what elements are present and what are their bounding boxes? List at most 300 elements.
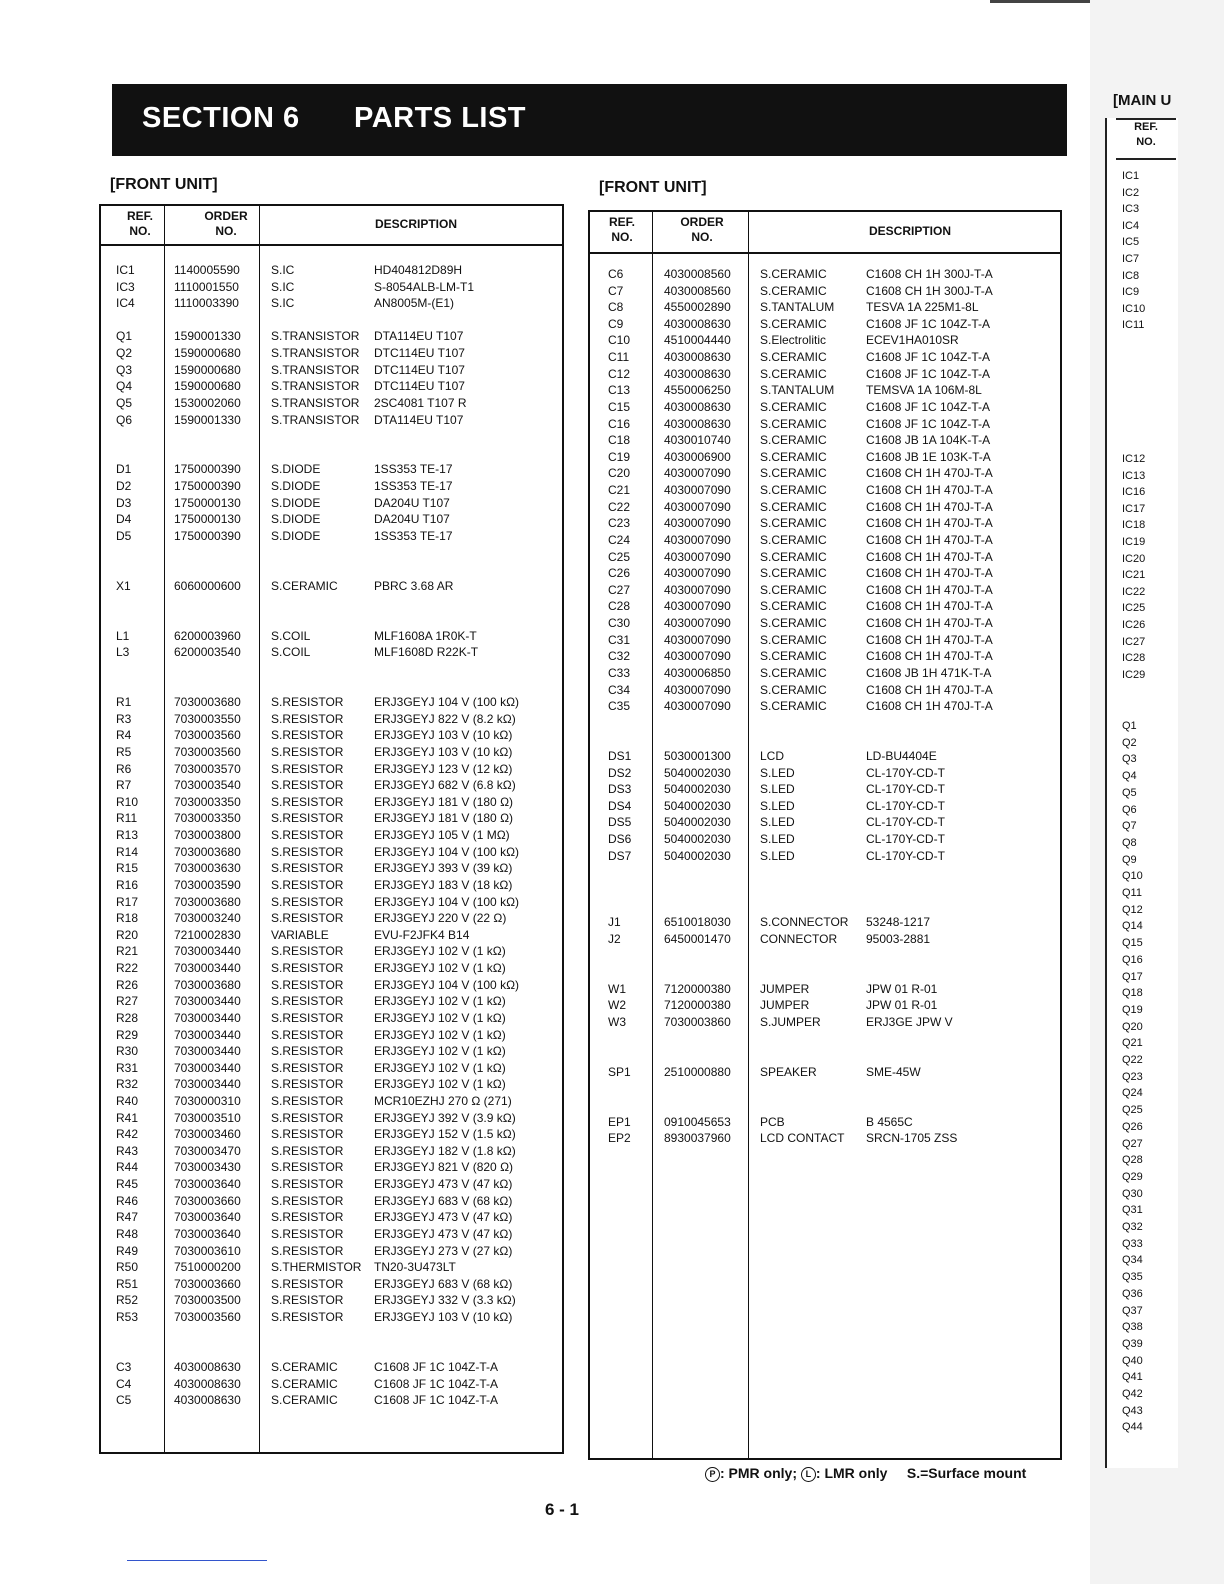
- ref-no-cell: Q1: [116, 329, 133, 344]
- adjacent-ref-item: IC2: [1122, 186, 1140, 199]
- part-number-cell: 1SS353 TE-17: [374, 528, 453, 543]
- part-number-cell: JPW 01 R-01: [866, 981, 938, 996]
- part-number-cell: C1608 JF 1C 104Z-T-A: [866, 350, 991, 365]
- ref-no-cell: C24: [608, 532, 631, 547]
- part-number-cell: 1SS353 TE-17: [374, 479, 453, 494]
- ref-no-cell: Q4: [116, 379, 133, 394]
- adjacent-ref-item: Q1: [1122, 720, 1137, 732]
- part-number-cell: C1608 CH 1H 470J-T-A: [866, 566, 993, 581]
- part-type-cell: S.CERAMIC: [760, 433, 827, 448]
- ref-no-cell: L1: [116, 628, 130, 643]
- order-no-cell: 1590001330: [174, 412, 241, 427]
- ref-no-cell: R51: [116, 1276, 139, 1291]
- part-type-cell: S.RESISTOR: [271, 778, 344, 793]
- part-number-cell: C1608 CH 1H 470J-T-A: [866, 649, 993, 664]
- adjacent-ref-item: IC17: [1122, 502, 1146, 515]
- adjacent-ref-item: Q23: [1122, 1070, 1143, 1083]
- ref-no-cell: C9: [608, 316, 624, 331]
- order-no-cell: 7030003660: [174, 1193, 241, 1208]
- part-type-cell: S.CERAMIC: [271, 1359, 338, 1374]
- adjacent-ref-item: IC9: [1122, 286, 1140, 299]
- adjacent-ref-item: Q21: [1122, 1037, 1143, 1050]
- part-type-cell: S.RESISTOR: [271, 1044, 344, 1059]
- ref-no-cell: R11: [116, 811, 138, 826]
- adjacent-ref-item: Q20: [1122, 1020, 1143, 1033]
- ref-no-cell: C35: [608, 699, 631, 714]
- part-number-cell: C1608 CH 1H 470J-T-A: [866, 616, 993, 631]
- part-number-cell: SRCN-1705 ZSS: [866, 1131, 958, 1146]
- ref-no-cell: C16: [608, 416, 631, 431]
- adjacent-ref-item: Q22: [1122, 1054, 1143, 1066]
- part-type-cell: JUMPER: [760, 981, 810, 996]
- part-number-cell: C1608 CH 1H 300J-T-A: [866, 283, 993, 298]
- part-type-cell: S.RESISTOR: [271, 1143, 344, 1158]
- ref-no-cell: W3: [608, 1014, 626, 1029]
- part-number-cell: 2SC4081 T107 R: [374, 395, 467, 410]
- part-type-cell: S.TRANSISTOR: [271, 329, 360, 344]
- adjacent-ref-item: Q28: [1122, 1154, 1143, 1167]
- part-type-cell: S.CERAMIC: [760, 316, 827, 331]
- lmr-symbol: L: [801, 1467, 816, 1482]
- ref-no-cell: Q3: [116, 362, 133, 377]
- part-type-cell: S.TRANSISTOR: [271, 362, 360, 377]
- order-no-cell: 7030003240: [174, 911, 241, 926]
- part-type-cell: S.LED: [760, 848, 795, 863]
- adjacent-ref-item: Q8: [1122, 836, 1137, 849]
- part-type-cell: S.TANTALUM: [760, 300, 835, 315]
- ref-no-cell: R52: [116, 1293, 139, 1308]
- ref-no-cell: C23: [608, 516, 631, 531]
- part-number-cell: C1608 CH 1H 470J-T-A: [866, 549, 993, 564]
- adjacent-ref-item: Q2: [1122, 736, 1137, 749]
- ref-no-cell: C20: [608, 466, 631, 481]
- part-type-cell: S.TRANSISTOR: [271, 395, 360, 410]
- legend: [705, 1465, 1026, 1482]
- part-number-cell: ERJ3GEYJ 822 V (8.2 kΩ): [374, 711, 516, 726]
- order-no-cell: 4030006900: [664, 449, 731, 464]
- ref-no-cell: R50: [116, 1260, 139, 1275]
- part-type-cell: S.CERAMIC: [760, 483, 827, 498]
- order-no-cell: 7030003510: [174, 1110, 241, 1125]
- part-number-cell: ERJ3GEYJ 103 V (10 kΩ): [374, 728, 513, 743]
- ref-no-cell: D5: [116, 528, 132, 543]
- adjacent-ref-item: IC8: [1122, 269, 1140, 282]
- adjacent-ref-item: Q34: [1122, 1254, 1143, 1267]
- order-no-cell: 4030008630: [174, 1376, 241, 1391]
- order-no-cell: 7030003800: [174, 828, 241, 843]
- part-type-cell: S.RESISTOR: [271, 877, 344, 892]
- order-no-cell: 7120000380: [664, 998, 731, 1013]
- order-no-cell: 7030003440: [174, 1010, 241, 1025]
- order-no-cell: 5040002030: [664, 832, 731, 847]
- part-number-cell: ERJ3GEYJ 821 V (820 Ω): [374, 1160, 514, 1175]
- order-no-cell: 1750000130: [174, 512, 241, 527]
- part-type-cell: S.TRANSISTOR: [271, 412, 360, 427]
- part-type-cell: S.CERAMIC: [760, 466, 827, 481]
- adjacent-ref-header: REF. NO.: [1116, 118, 1176, 160]
- part-type-cell: S.TRANSISTOR: [271, 379, 360, 394]
- part-number-cell: ERJ3GEYJ 104 V (100 kΩ): [374, 894, 520, 909]
- part-type-cell: S.RESISTOR: [271, 1027, 344, 1042]
- ref-no-cell: R10: [116, 794, 139, 809]
- order-no-cell: 7030003470: [174, 1143, 241, 1158]
- order-no-cell: 7030003680: [174, 977, 241, 992]
- order-no-cell: 4030007090: [664, 549, 731, 564]
- order-no-cell: 4030007090: [664, 566, 731, 581]
- part-type-cell: S.RESISTOR: [271, 744, 344, 759]
- part-number-cell: MLF1608D R22K-T: [374, 645, 479, 660]
- adjacent-ref-item: Q43: [1122, 1404, 1143, 1417]
- part-number-cell: C1608 CH 1H 470J-T-A: [866, 532, 993, 547]
- ref-no-cell: C8: [608, 300, 624, 315]
- part-number-cell: ERJ3GEYJ 682 V (6.8 kΩ): [374, 778, 516, 793]
- adjacent-ref-item: Q39: [1122, 1337, 1143, 1350]
- part-type-cell: S.Electrolitic: [760, 333, 827, 348]
- ref-no-cell: C12: [608, 366, 631, 381]
- ref-no-cell: R15: [116, 861, 139, 876]
- order-no-cell: 1590000680: [174, 362, 241, 377]
- ref-no-cell: C26: [608, 566, 631, 581]
- order-no-cell: 4030008560: [664, 267, 731, 281]
- part-number-cell: ERJ3GEYJ 102 V (1 kΩ): [374, 1044, 506, 1059]
- part-type-cell: S.DIODE: [271, 495, 321, 510]
- adjacent-ref-item: Q14: [1122, 920, 1143, 933]
- part-number-cell: 95003-2881: [866, 931, 931, 946]
- ref-no-cell: DS1: [608, 748, 632, 763]
- order-no-cell: 7030003590: [174, 877, 241, 892]
- order-no-cell: 7030003440: [174, 994, 241, 1009]
- adjacent-ref-item: IC21: [1122, 569, 1146, 582]
- part-number-cell: HD404812D89H: [374, 263, 463, 277]
- order-no-cell: 7120000380: [664, 981, 731, 996]
- adjacent-ref-item: Q35: [1122, 1271, 1143, 1284]
- order-no-cell: 4030006850: [664, 665, 731, 680]
- order-no-cell: 5030001300: [664, 748, 731, 763]
- part-number-cell: ERJ3GEYJ 102 V (1 kΩ): [374, 1027, 506, 1042]
- section-header: [112, 84, 1067, 156]
- part-type-cell: CONNECTOR: [760, 931, 838, 946]
- part-type-cell: S.COIL: [271, 645, 311, 660]
- ref-no-cell: C27: [608, 582, 631, 597]
- order-no-cell: 1590001330: [174, 329, 241, 344]
- part-number-cell: C1608 CH 1H 470J-T-A: [866, 699, 993, 714]
- part-number-cell: ERJ3GEYJ 273 V (27 kΩ): [374, 1243, 513, 1258]
- part-number-cell: ERJ3GEYJ 102 V (1 kΩ): [374, 1077, 506, 1092]
- order-no-cell: 7030003640: [174, 1210, 241, 1225]
- part-type-cell: S.RESISTOR: [271, 961, 344, 976]
- order-no-cell: 1750000390: [174, 479, 241, 494]
- adjacent-ref-item: IC3: [1122, 203, 1140, 216]
- part-number-cell: C1608 JF 1C 104Z-T-A: [866, 366, 991, 381]
- ref-no-cell: DS2: [608, 765, 632, 780]
- ref-no-cell: L3: [116, 645, 130, 660]
- ref-no-cell: C28: [608, 599, 631, 614]
- ref-no-cell: R31: [116, 1060, 139, 1075]
- part-type-cell: S.RESISTOR: [271, 894, 344, 909]
- description-header: DESCRIPTION: [868, 224, 951, 238]
- part-number-cell: CL-170Y-CD-T: [866, 815, 945, 830]
- order-no-cell: 7030003640: [174, 1226, 241, 1241]
- ref-no-cell: C10: [608, 333, 631, 348]
- part-number-cell: JPW 01 R-01: [866, 998, 938, 1013]
- part-type-cell: S.LED: [760, 798, 795, 813]
- adjacent-ref-item: Q7: [1122, 820, 1137, 833]
- order-no-cell: 4550002890: [664, 300, 731, 315]
- ref-no-cell: Q5: [116, 395, 133, 410]
- part-number-cell: ERJ3GEYJ 392 V (3.9 kΩ): [374, 1110, 516, 1125]
- part-type-cell: S.JUMPER: [760, 1014, 821, 1029]
- order-no-cell: 4030008630: [664, 316, 731, 331]
- part-type-cell: S.CERAMIC: [760, 499, 827, 514]
- order-no-cell: 2510000880: [664, 1064, 731, 1079]
- part-number-cell: ERJ3GEYJ 103 V (10 kΩ): [374, 744, 513, 759]
- adjacent-ref-item: Q10: [1122, 870, 1143, 883]
- part-type-cell: S.RESISTOR: [271, 1177, 344, 1192]
- order-no-cell: 7030000310: [174, 1094, 241, 1108]
- ref-no-cell: C6: [608, 267, 624, 281]
- scan-edge-mark: [990, 0, 1090, 3]
- order-no-cell: 5040002030: [664, 798, 731, 813]
- part-type-cell: LCD: [760, 748, 785, 763]
- part-type-cell: S.RESISTOR: [271, 1094, 344, 1108]
- part-type-cell: S.DIODE: [271, 462, 321, 477]
- part-number-cell: CL-170Y-CD-T: [866, 798, 945, 813]
- part-number-cell: ERJ3GEYJ 332 V (3.3 kΩ): [374, 1293, 516, 1308]
- order-no-cell: 4030007090: [664, 682, 731, 697]
- ref-no-cell: D1: [116, 462, 132, 477]
- order-no-cell: 4030008630: [664, 366, 731, 381]
- ref-no-cell: R20: [116, 927, 139, 942]
- ref-no-cell: Q6: [116, 412, 133, 427]
- scan-artifact-line: [127, 1560, 267, 1561]
- adjacent-ref-item: IC11: [1122, 319, 1145, 332]
- part-number-cell: ERJ3GEYJ 104 V (100 kΩ): [374, 977, 520, 992]
- page-number: 6 - 1: [545, 1500, 580, 1519]
- adjacent-ref-item: Q42: [1122, 1388, 1143, 1400]
- adjacent-ref-item: Q5: [1122, 786, 1137, 799]
- ref-no-cell: R5: [116, 744, 132, 759]
- order-no-cell: 1750000390: [174, 528, 241, 543]
- order-no-cell: 7030003560: [174, 744, 241, 759]
- order-no-cell: 7030003860: [664, 1014, 731, 1029]
- part-number-cell: ERJ3GEYJ 102 V (1 kΩ): [374, 944, 506, 959]
- part-type-cell: S.CERAMIC: [760, 416, 827, 431]
- order-no-cell: 4510004440: [664, 333, 731, 348]
- part-type-cell: S.TANTALUM: [760, 383, 835, 398]
- part-type-cell: S.IC: [271, 279, 295, 294]
- order-no-cell: 4030007090: [664, 466, 731, 481]
- order-no-cell: 4030007090: [664, 632, 731, 647]
- right-parts-table: [588, 210, 1062, 1460]
- ref-no-cell: C32: [608, 649, 631, 664]
- adjacent-ref-item: Q25: [1122, 1104, 1143, 1117]
- part-type-cell: S.CERAMIC: [760, 665, 827, 680]
- part-number-cell: ERJ3GEYJ 104 V (100 kΩ): [374, 844, 520, 859]
- ref-no-cell: R48: [116, 1226, 139, 1241]
- part-number-cell: C1608 CH 1H 470J-T-A: [866, 466, 993, 481]
- ref-no-cell: R28: [116, 1010, 139, 1025]
- adjacent-ref-item: Q44: [1122, 1421, 1143, 1434]
- order-no-cell: 7030003550: [174, 711, 241, 726]
- part-type-cell: S.THERMISTOR: [271, 1260, 362, 1275]
- part-type-cell: S.CERAMIC: [760, 599, 827, 614]
- order-no-cell: 7030003460: [174, 1127, 241, 1142]
- ref-no-cell: IC1: [116, 263, 135, 277]
- ref-no-cell: C34: [608, 682, 631, 697]
- order-no-cell: 4030007090: [664, 516, 731, 531]
- part-number-cell: C1608 CH 1H 470J-T-A: [866, 682, 993, 697]
- table-header: [590, 212, 1060, 254]
- part-type-cell: S.RESISTOR: [271, 1226, 344, 1241]
- adjacent-ref-item: Q18: [1122, 987, 1143, 1000]
- part-number-cell: DA204U T107: [374, 495, 450, 510]
- part-number-cell: C1608 JB 1H 471K-T-A: [866, 665, 992, 680]
- ref-no-cell: C19: [608, 449, 631, 464]
- lmr-note: : LMR only: [815, 1465, 888, 1481]
- part-type-cell: S.CERAMIC: [760, 649, 827, 664]
- order-no-cell: 1110003390: [174, 296, 239, 311]
- part-type-cell: VARIABLE: [271, 927, 329, 942]
- adjacent-ref-item: IC29: [1122, 668, 1146, 681]
- order-no-cell: 6510018030: [664, 915, 731, 930]
- ref-no-cell: R40: [116, 1094, 139, 1108]
- ref-no-cell: R42: [116, 1127, 139, 1142]
- part-number-cell: PBRC 3.68 AR: [374, 578, 454, 593]
- part-type-cell: S.RESISTOR: [271, 761, 344, 776]
- ref-no-cell: R53: [116, 1310, 139, 1325]
- part-number-cell: C1608 JF 1C 104Z-T-A: [374, 1359, 499, 1374]
- part-type-cell: S.CERAMIC: [271, 1376, 338, 1391]
- part-type-cell: S.DIODE: [271, 528, 321, 543]
- order-no-header: ORDER NO.: [204, 209, 248, 238]
- ref-no-cell: R22: [116, 961, 139, 976]
- surface-mount-note: S.=Surface mount: [906, 1465, 1027, 1481]
- part-type-cell: S.RESISTOR: [271, 1310, 344, 1325]
- ref-no-cell: R27: [116, 994, 139, 1009]
- part-number-cell: ERJ3GEYJ 104 V (100 kΩ): [374, 695, 520, 710]
- part-type-cell: S.CERAMIC: [760, 549, 827, 564]
- part-number-cell: C1608 JB 1E 103K-T-A: [866, 449, 991, 464]
- left-unit-title: [FRONT UNIT]: [110, 176, 218, 193]
- ref-no-cell: C13: [608, 383, 631, 398]
- order-no-cell: 7030003570: [174, 761, 241, 776]
- part-type-cell: S.RESISTOR: [271, 828, 344, 843]
- part-number-cell: C1608 JF 1C 104Z-T-A: [374, 1376, 499, 1391]
- part-type-cell: S.CERAMIC: [760, 449, 827, 464]
- part-type-cell: S.CERAMIC: [760, 632, 827, 647]
- order-no-cell: 8930037960: [664, 1131, 731, 1146]
- order-no-cell: 7210002830: [174, 927, 241, 942]
- adjacent-ref-item: IC5: [1122, 236, 1140, 249]
- part-type-cell: S.RESISTOR: [271, 1077, 344, 1092]
- ref-no-cell: R17: [116, 894, 139, 909]
- adjacent-ref-item: Q37: [1122, 1304, 1143, 1317]
- part-type-cell: S.CERAMIC: [760, 699, 827, 714]
- part-type-cell: S.CERAMIC: [760, 366, 827, 381]
- adjacent-ref-item: IC28: [1122, 652, 1146, 665]
- part-type-cell: S.CERAMIC: [760, 283, 827, 298]
- part-type-cell: PCB: [760, 1114, 785, 1129]
- part-type-cell: S.CONNECTOR: [760, 915, 849, 930]
- order-no-cell: 7030003440: [174, 1027, 241, 1042]
- part-type-cell: S.RESISTOR: [271, 1127, 344, 1142]
- part-number-cell: TEMSVA 1A 106M-8L: [866, 383, 982, 398]
- adjacent-ref-item: IC12: [1122, 453, 1146, 465]
- order-no-cell: 7030003440: [174, 1060, 241, 1075]
- part-number-cell: ERJ3GEYJ 102 V (1 kΩ): [374, 1010, 506, 1025]
- adjacent-ref-item: Q31: [1122, 1204, 1143, 1217]
- part-type-cell: S.RESISTOR: [271, 1276, 344, 1291]
- ref-no-cell: C4: [116, 1376, 132, 1391]
- adjacent-ref-item: Q4: [1122, 770, 1137, 783]
- part-number-cell: ERJ3GEYJ 220 V (22 Ω): [374, 911, 507, 926]
- part-number-cell: 53248-1217: [866, 915, 931, 930]
- section-title: PARTS LIST: [354, 102, 527, 134]
- part-number-cell: ERJ3GE JPW V: [866, 1014, 953, 1029]
- ref-no-cell: DS4: [608, 798, 632, 813]
- part-number-cell: ECEV1HA010SR: [866, 333, 959, 348]
- part-type-cell: S.DIODE: [271, 512, 321, 527]
- ref-no-cell: R32: [116, 1077, 139, 1092]
- order-no-cell: 1750000130: [174, 495, 241, 510]
- order-no-cell: 7030003610: [174, 1243, 241, 1258]
- part-number-cell: C1608 CH 1H 470J-T-A: [866, 632, 993, 647]
- part-number-cell: DTA114EU T107: [374, 329, 464, 344]
- order-no-cell: 4550006250: [664, 383, 731, 398]
- order-no-cell: 1590000680: [174, 379, 241, 394]
- part-type-cell: S.RESISTOR: [271, 1060, 344, 1075]
- ref-no-cell: C25: [608, 549, 631, 564]
- part-type-cell: S.RESISTOR: [271, 1243, 344, 1258]
- adjacent-ref-item: Q6: [1122, 803, 1137, 816]
- adjacent-ref-item: Q41: [1122, 1371, 1143, 1384]
- ref-no-cell: D2: [116, 479, 132, 494]
- part-number-cell: C1608 CH 1H 300J-T-A: [866, 267, 993, 281]
- part-type-cell: LCD CONTACT: [760, 1131, 845, 1146]
- description-header: DESCRIPTION: [374, 217, 457, 231]
- adjacent-ref-item: IC10: [1122, 302, 1146, 315]
- order-no-cell: 7030003350: [174, 811, 241, 826]
- part-number-cell: DTC114EU T107: [374, 362, 465, 377]
- part-number-cell: ERJ3GEYJ 181 V (180 Ω): [374, 811, 514, 826]
- part-type-cell: S.IC: [271, 296, 295, 311]
- ref-no-cell: R30: [116, 1044, 139, 1059]
- part-type-cell: S.RESISTOR: [271, 1010, 344, 1025]
- ref-no-cell: R43: [116, 1143, 139, 1158]
- table-header: [101, 206, 562, 246]
- order-no-cell: 7030003440: [174, 944, 241, 959]
- ref-no-cell: DS7: [608, 848, 632, 863]
- part-number-cell: MLF1608A 1R0K-T: [374, 628, 477, 643]
- order-no-cell: 4030008630: [664, 416, 731, 431]
- order-no-cell: 4030007090: [664, 616, 731, 631]
- ref-no-cell: DS6: [608, 832, 632, 847]
- part-number-cell: C1608 CH 1H 470J-T-A: [866, 499, 993, 514]
- ref-no-cell: Q2: [116, 346, 133, 361]
- part-number-cell: ERJ3GEYJ 123 V (12 kΩ): [374, 761, 513, 776]
- part-number-cell: C1608 CH 1H 470J-T-A: [866, 599, 993, 614]
- pmr-note: : PMR only;: [720, 1465, 797, 1481]
- part-type-cell: S.RESISTOR: [271, 1110, 344, 1125]
- part-type-cell: S.TRANSISTOR: [271, 346, 360, 361]
- part-type-cell: S.CERAMIC: [760, 566, 827, 581]
- part-number-cell: ERJ3GEYJ 183 V (18 kΩ): [374, 877, 513, 892]
- ref-no-cell: R29: [116, 1027, 139, 1042]
- ref-no-cell: R14: [116, 844, 139, 859]
- order-no-cell: 0910045653: [664, 1114, 731, 1129]
- order-no-cell: 4030008630: [174, 1393, 241, 1408]
- part-number-cell: C1608 JF 1C 104Z-T-A: [374, 1393, 499, 1408]
